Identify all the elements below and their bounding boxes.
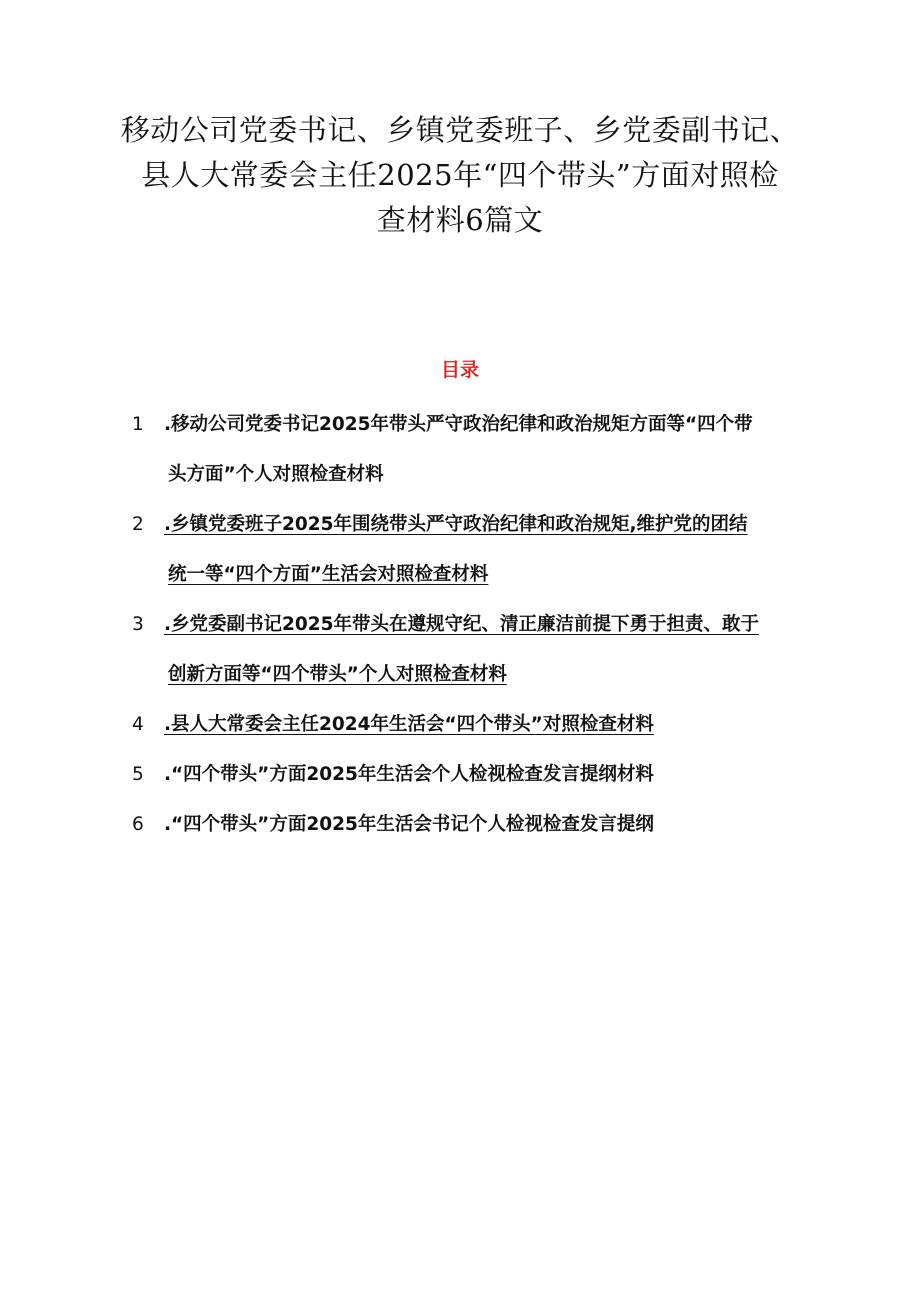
toc-item-line: 统一等“四个方面”生活会对照检查材料 — [168, 564, 489, 585]
toc-item-link[interactable] — [164, 600, 802, 700]
toc-item-number: 6 — [132, 814, 144, 835]
toc-item-3[interactable] — [132, 600, 802, 700]
title-line-2: 县人大常委会主任2025年“四个带头”方面对照检 — [141, 158, 779, 192]
toc-item-4[interactable] — [132, 700, 802, 750]
toc-item-line: 头方面”个人对照检查材料 — [168, 464, 384, 485]
toc-item-line: .“四个带头”方面2025年生活会个人检视检查发言提纲材料 — [164, 764, 654, 785]
toc-item-number: 5 — [132, 764, 144, 785]
toc-item-number: 4 — [132, 714, 144, 735]
toc-heading: 目录 — [440, 359, 479, 381]
toc-item-line: .移动公司党委书记2025年带头严守政治纪律和政治规矩方面等“四个带 — [164, 414, 753, 435]
toc-item-number: 1 — [132, 414, 144, 435]
toc-item-line: .县人大常委会主任2024年生活会“四个带头”对照检查材料 — [164, 714, 654, 735]
toc-item-link[interactable] — [164, 500, 802, 600]
toc-item-line: .“四个带头”方面2025年生活会书记个人检视检查发言提纲 — [164, 814, 654, 835]
toc-item-5[interactable] — [132, 750, 802, 800]
table-of-contents — [132, 400, 802, 850]
toc-item-link[interactable] — [164, 700, 802, 750]
toc-item-line: 创新方面等“四个带头”个人对照检查材料 — [168, 664, 507, 685]
toc-item-text — [164, 400, 802, 500]
title-line-1: 移动公司党委书记、乡镇党委班子、乡党委副书记、 — [120, 113, 800, 147]
toc-item-line: .乡镇党委班子2025年围绕带头严守政治纪律和政治规矩,维护党的团结 — [164, 514, 748, 535]
toc-item-2[interactable] — [132, 500, 802, 600]
toc-item-6[interactable] — [132, 800, 802, 850]
toc-item-text — [164, 750, 802, 800]
toc-item-1[interactable] — [132, 400, 802, 500]
toc-item-number: 3 — [132, 614, 144, 635]
toc-item-number: 2 — [132, 514, 144, 535]
toc-item-text — [164, 800, 802, 850]
document-title — [110, 108, 810, 243]
title-line-3: 查材料6篇文 — [376, 203, 544, 237]
toc-item-line: .乡党委副书记2025年带头在遵规守纪、清正廉洁前提下勇于担责、敢于 — [164, 614, 760, 635]
